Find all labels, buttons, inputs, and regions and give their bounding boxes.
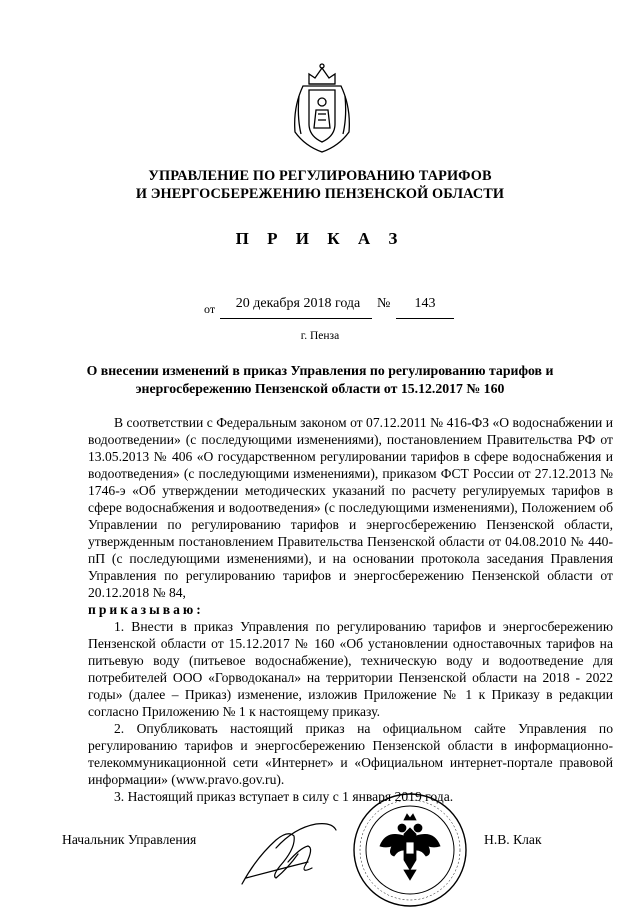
coat-of-arms-icon (285, 62, 359, 154)
official-seal-icon (350, 790, 470, 910)
order-body (88, 414, 613, 805)
number-label: № (377, 296, 391, 311)
preamble-paragraph: В соответствии с Федеральным законом от 07.12.2011 № 416-ФЗ «О водоснабжении и водоотведении» (с последующими изменениями), постановлением Правительства РФ от 13.05.2013 № 406 «О государственном регулировании тарифов в сфере водоснабжения и водоотведения» (с последующими изменениями), приказом ФСТ России от 27.12.2013 № 1746-э «Об утверждении методических указаний по расчету регулируемых тарифов в сфере водоснабжения и водоотведения» (с последующими изменениями), Положением об Управлении по регулированию тарифов и энергосбережению Пензенской области, утвержденным постановлением Правительства Пензенской области от 04.08.2010 № 440-пП (с последующими изменениями), и на основании протокола заседания Правления Управления по регулированию тарифов и энергосбережению Пензенской области от 20.12.2018 № 84, (88, 415, 613, 600)
date-underline (220, 318, 372, 319)
order-item-3: 3. Настоящий приказ вступает в силу с 1 января 2019 года. (114, 789, 454, 804)
organization-name-line-2: И ЭНЕРГОСБЕРЕЖЕНИЮ ПЕНЗЕНСКОЙ ОБЛАСТИ (135, 186, 505, 202)
decree-word: приказываю: (88, 602, 204, 617)
order-date: 20 декабря 2018 года (235, 296, 361, 311)
city-label: г. Пенза (300, 330, 340, 342)
order-item-2: 2. Опубликовать настоящий приказ на официальном сайте Управления по регулированию тарифов и энергосбережению Пензенской области в информационно-телекоммуникационной сети «Интернет» и «Официальном интернет-портале правовой информации» (www.pravo.gov.ru). (88, 721, 613, 787)
date-prefix-label: от (204, 302, 216, 316)
order-subject: О внесении изменений в приказ Управления по регулированию тарифов и энергосбережению Пензенской области от 15.12.2017 № 160 (86, 363, 554, 396)
organization-name-line-1: УПРАВЛЕНИЕ ПО РЕГУЛИРОВАНИЮ ТАРИФОВ (148, 168, 492, 184)
signatory-title: Начальник Управления (62, 832, 197, 847)
document-type-title: П Р И К А З (235, 229, 405, 248)
handwritten-signature (236, 818, 344, 892)
order-item-1: 1. Внести в приказ Управления по регулированию тарифов и энергосбережению Пензенской области от 15.12.2017 № 160 «Об установлении одноставочных тарифов на питьевую воду (питьевое водоснабжение), техническую воду и водоотведение для потребителей ООО «Горводоканал» на территории Пензенской области на 2018 - 2022 годы» (далее – Приказ) изменение, изложив Приложение № 1 к Приказу в редакции согласно Приложению № 1 к настоящему приказу. (88, 619, 613, 719)
order-number: 143 (414, 296, 436, 311)
number-underline (396, 318, 454, 319)
signatory-name: Н.В. Клак (484, 832, 542, 847)
